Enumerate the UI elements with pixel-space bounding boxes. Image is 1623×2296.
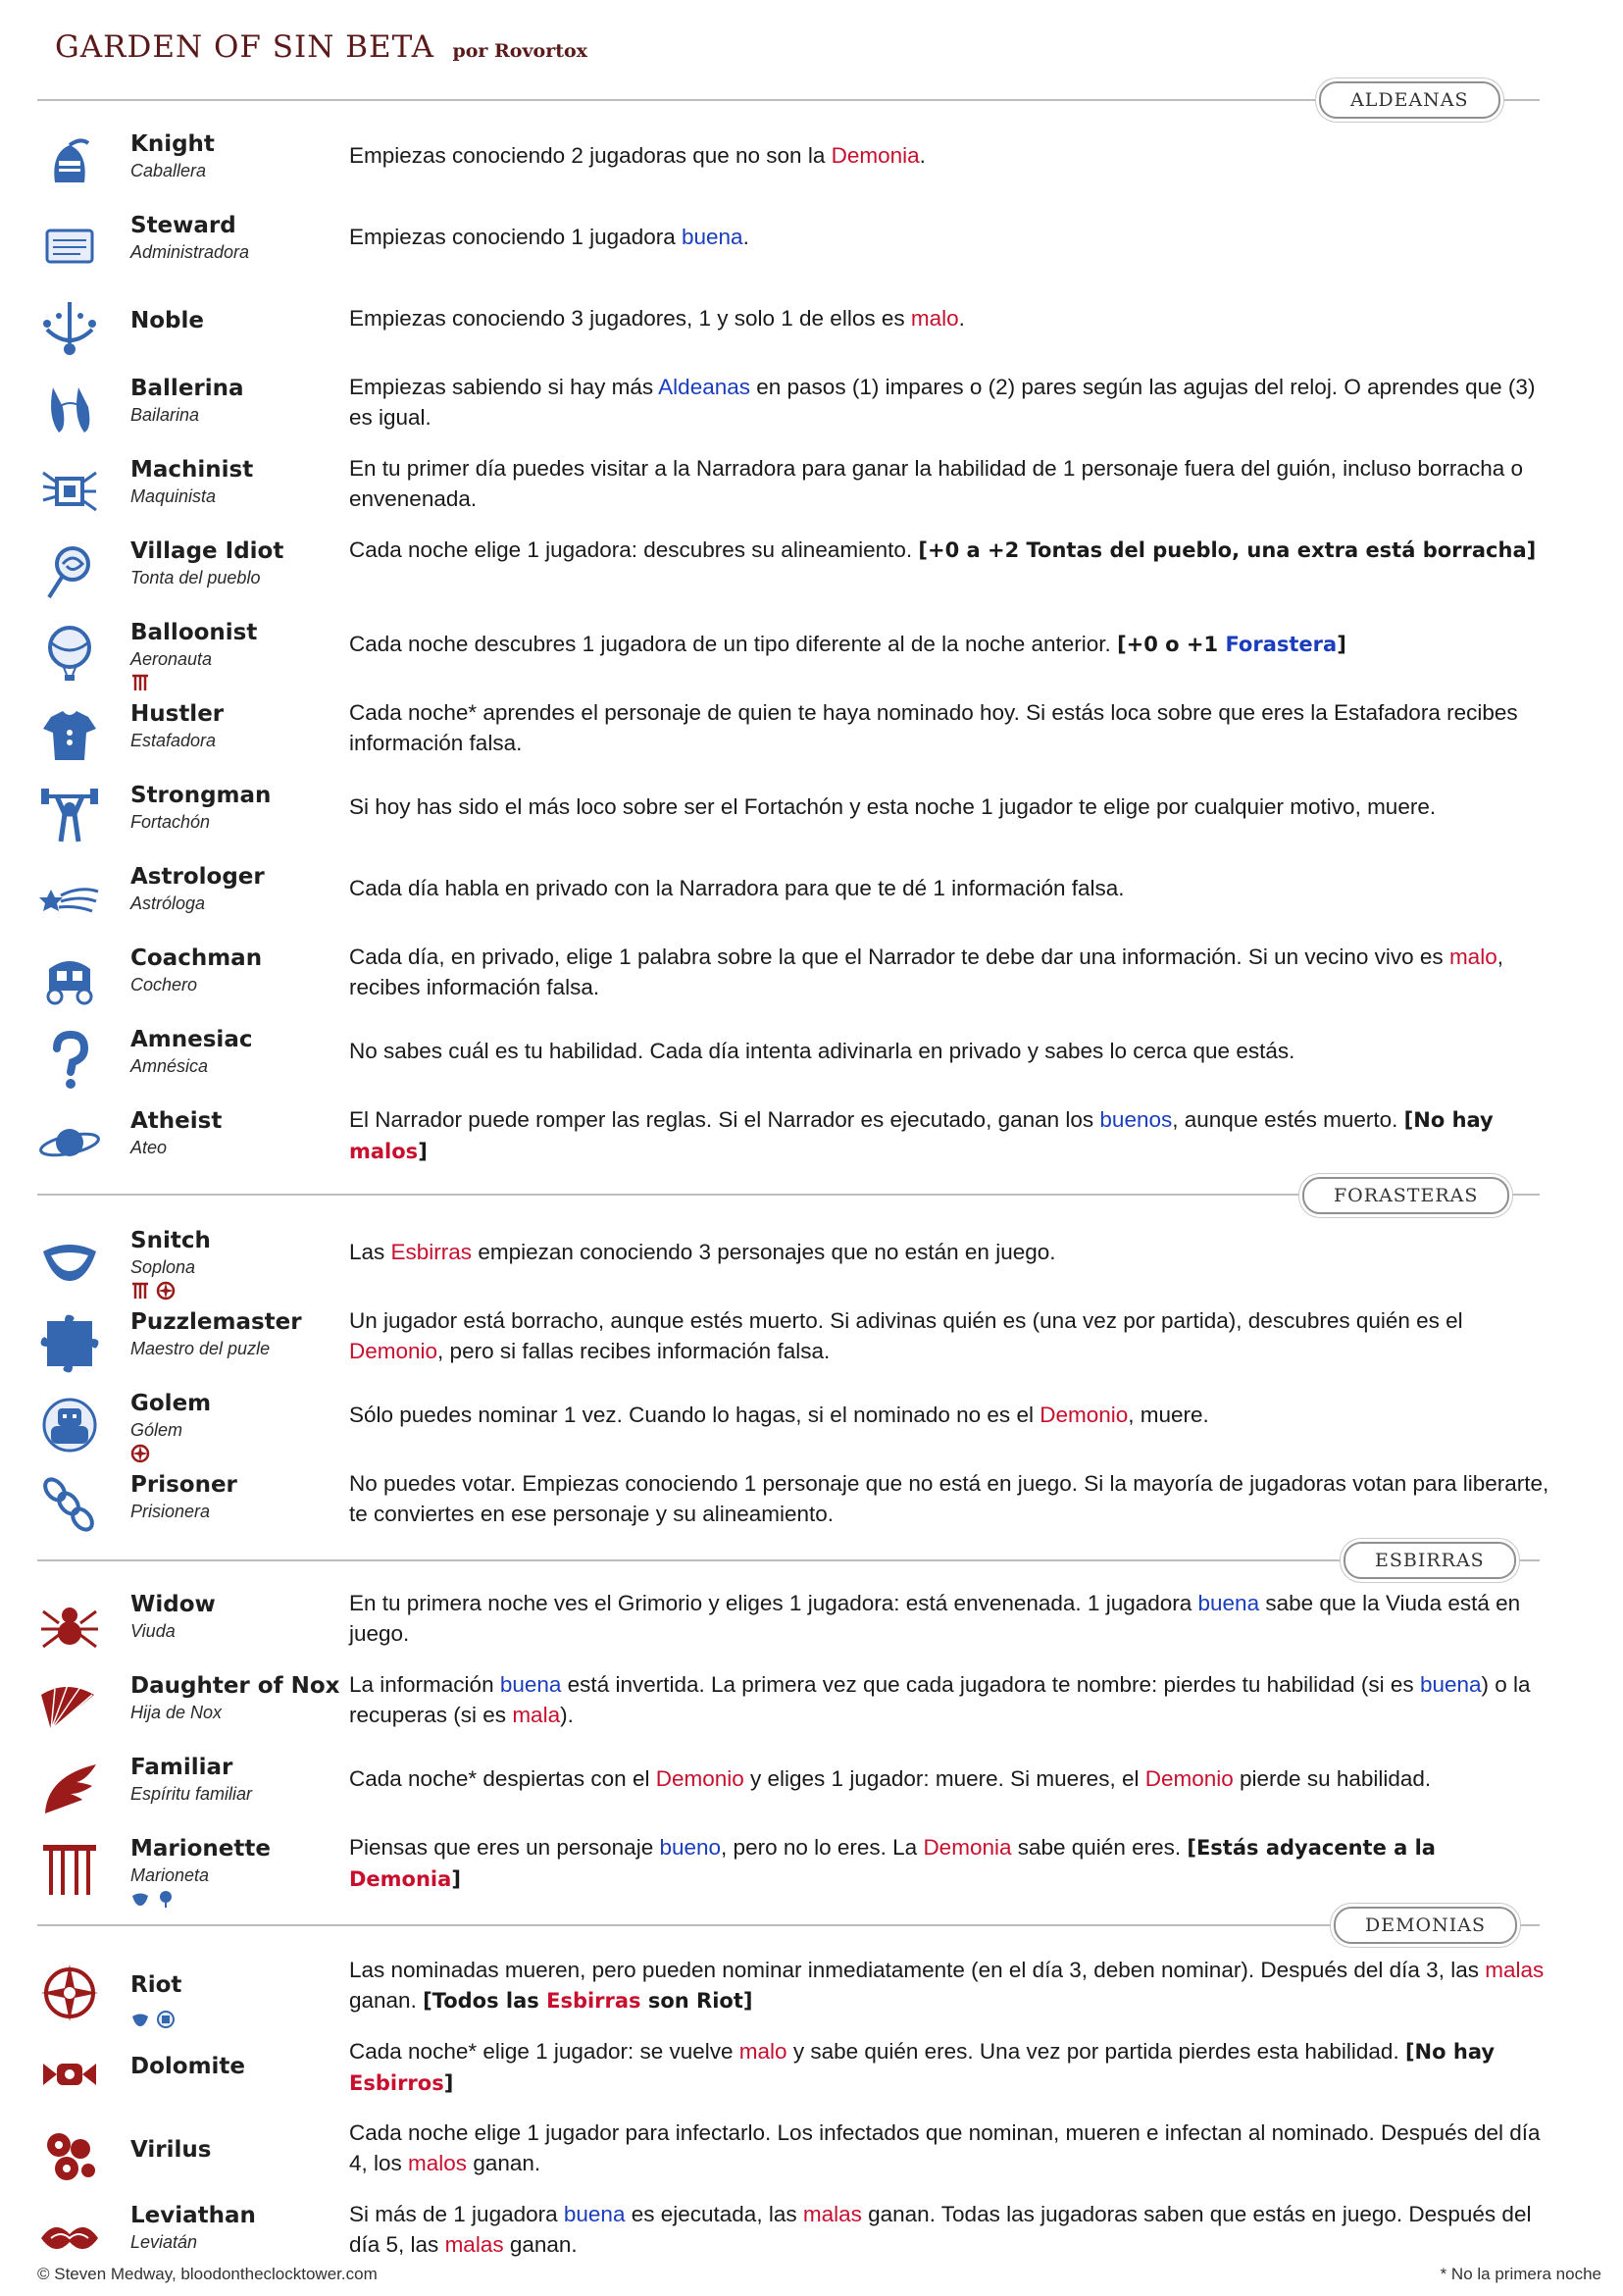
role-ability: Piensas que eres un personaje bueno, pero no lo eres. La Demonia sabe quién eres. [Estás adyacente a la Demonia] <box>349 1835 1436 1891</box>
role-name: Steward <box>130 213 236 238</box>
role-row-atheist <box>37 1104 1547 1183</box>
role-row-marionette <box>37 1832 1547 1911</box>
role-ability: Cada día habla en privado con la Narradora para que te dé 1 información falsa. <box>349 876 1125 900</box>
marionette-jinx-icon <box>130 673 150 692</box>
role-name: Widow <box>130 1592 216 1617</box>
role-row-astrologer <box>37 860 1547 939</box>
page-header <box>55 29 587 73</box>
circuit-icon <box>37 459 102 524</box>
role-row-strongman <box>37 779 1547 857</box>
role-name: Virilus <box>130 2137 212 2163</box>
question-mark-icon <box>37 1029 102 1094</box>
chandelier-icon <box>37 296 102 361</box>
role-subtitle: Estafadora <box>130 731 217 750</box>
balloonist-jinx-icon <box>156 1889 176 1909</box>
section-label-esbirras: ESBIRRAS <box>1344 1542 1516 1579</box>
role-row-puzzlemaster <box>37 1305 1547 1384</box>
role-row-prisoner <box>37 1468 1547 1547</box>
role-ability: Cada noche elige 1 jugador para infectarlo. Los infectados que nominan, mueren e infectan al nominado. Después del día 4, los malos ganan. <box>349 2120 1541 2175</box>
role-ability: La información buena está invertida. La primera vez que cada jugadora te nombre: pierdes tu habilidad (si es buena) o la recuperas (si es mala). <box>349 1672 1531 1727</box>
role-name: Amnesiac <box>130 1027 253 1052</box>
role-row-hustler <box>37 697 1547 776</box>
lollipop-icon <box>37 540 102 605</box>
role-row-amnesiac <box>37 1023 1547 1101</box>
role-row-steward <box>37 209 1547 287</box>
role-subtitle: Caballera <box>130 161 207 180</box>
balloon-icon <box>37 622 102 687</box>
chains-icon <box>37 1474 102 1539</box>
role-name: Atheist <box>130 1108 223 1134</box>
role-subtitle: Astróloga <box>130 893 206 913</box>
role-name: Hustler <box>130 701 225 727</box>
jinx-icons <box>130 1281 176 1301</box>
jinx-icons <box>130 1444 150 1463</box>
role-ability: Si hoy has sido el más loco sobre ser el Fortachón y esta noche 1 jugador te elige por cualquier motivo, muere. <box>349 794 1437 819</box>
role-name: Ballerina <box>130 376 244 401</box>
role-row-dolomite <box>37 2036 1547 2115</box>
snitch-jinx-icon <box>130 2010 150 2029</box>
candy-icon <box>37 2042 102 2107</box>
fan-icon <box>37 1675 102 1740</box>
role-subtitle: Aeronauta <box>130 649 213 669</box>
spider-icon <box>37 1594 102 1658</box>
role-row-knight <box>37 128 1547 206</box>
role-name: Snitch <box>130 1228 211 1253</box>
role-ability: En tu primera noche ves el Grimorio y eliges 1 jugadora: está envenenada. 1 jugadora buena sabe que la Viuda está en juego. <box>349 1591 1521 1646</box>
role-row-ballerina <box>37 372 1547 450</box>
role-name: Puzzlemaster <box>130 1309 302 1335</box>
puppet-icon <box>37 1838 102 1903</box>
role-name: Riot <box>130 1972 182 1998</box>
section-divider <box>37 1924 1540 1926</box>
role-subtitle: Prisionera <box>130 1502 211 1521</box>
role-ability: No puedes votar. Empiezas conociendo 1 personaje que no está en juego. Si la mayoría de jugadoras votan para liberarte, te conviertes en ese personaje y su alineamiento. <box>349 1471 1549 1526</box>
script-title: GARDEN OF SIN BETA <box>55 29 434 65</box>
section-label-aldeanas: ALDEANAS <box>1319 81 1500 119</box>
section-label-demonias: DEMONIAS <box>1334 1907 1517 1944</box>
knight-helmet-icon <box>37 133 102 198</box>
role-ability: Empiezas conociendo 2 jugadoras que no son la Demonia. <box>349 143 926 168</box>
leviathan-icon <box>37 2205 102 2270</box>
role-subtitle: Ateo <box>130 1138 168 1157</box>
role-name: Dolomite <box>130 2054 246 2079</box>
role-name: Leviathan <box>130 2203 256 2228</box>
role-subtitle: Bailarina <box>130 405 200 425</box>
role-ability: Empiezas conociendo 1 jugadora buena. <box>349 225 749 249</box>
role-subtitle: Espíritu familiar <box>130 1784 253 1804</box>
jinx-icons <box>130 673 150 692</box>
role-row-villageidiot <box>37 535 1547 613</box>
role-subtitle: Administradora <box>130 242 250 262</box>
role-name: Knight <box>130 131 215 157</box>
open-mouth-icon <box>37 1230 102 1295</box>
role-subtitle: Amnésica <box>130 1056 209 1076</box>
role-ability: No sabes cuál es tu habilidad. Cada día intenta adivinarla en privado y sabes lo cerca que estás. <box>349 1039 1295 1063</box>
marionette-jinx-icon <box>130 1281 150 1301</box>
role-name: Astrologer <box>130 864 265 890</box>
role-ability: Cada noche* despiertas con el Demonio y eliges 1 jugador: muere. Si mueres, el Demonio pierde su habilidad. <box>349 1766 1432 1791</box>
role-row-coachman <box>37 942 1547 1020</box>
carriage-icon <box>37 947 102 1012</box>
role-ability: El Narrador puede romper las reglas. Si el Narrador es ejecutado, ganan los buenos, aunque estés muerto. [No hay malos] <box>349 1107 1494 1163</box>
role-subtitle: Maestro del puzle <box>130 1339 271 1358</box>
role-ability: Cada noche* aprendes el personaje de quien te haya nominado hoy. Si estás loca sobre que eres la Estafadora recibes información falsa. <box>349 700 1518 755</box>
role-ability: Cada día, en privado, elige 1 palabra sobre la que el Narrador te debe dar una información. Si un vecino vivo es malo, recibes información falsa. <box>349 944 1503 999</box>
section-divider <box>37 99 1540 101</box>
role-ability: Cada noche* elige 1 jugador: se vuelve malo y sabe quién eres. Una vez por partida pierdes esta habilidad. [No hay Esbirros] <box>349 2039 1496 2095</box>
role-subtitle: Leviatán <box>130 2232 198 2252</box>
jinx-icons <box>130 1889 176 1909</box>
shirt-icon <box>37 703 102 768</box>
role-ability: Empiezas conociendo 3 jugadores, 1 y solo 1 de ellos es malo. <box>349 306 965 331</box>
role-row-widow <box>37 1588 1547 1666</box>
role-name: Golem <box>130 1391 212 1416</box>
role-name: Noble <box>130 308 204 333</box>
virus-cells-icon <box>37 2123 102 2188</box>
copyright-footer: © Steven Medway, bloodontheclocktower.com <box>37 2265 378 2283</box>
role-ability: En tu primer día puedes visitar a la Narradora para ganar la habilidad de 1 personaje fuera del guión, incluso borracha o envenenada. <box>349 456 1523 511</box>
role-row-noble <box>37 290 1547 369</box>
role-name: Balloonist <box>130 620 258 645</box>
section-label-forasteras: FORASTERAS <box>1302 1177 1509 1214</box>
golem-icon <box>37 1393 102 1457</box>
role-subtitle: Fortachón <box>130 812 211 832</box>
role-ability: Cada noche elige 1 jugadora: descubres su alineamiento. [+0 a +2 Tontas del pueblo, una extra está borracha] <box>349 537 1537 562</box>
role-name: Familiar <box>130 1755 233 1780</box>
first-night-note: * No la primera noche <box>1440 2265 1601 2283</box>
riot-star-icon <box>37 1961 102 2025</box>
shooting-star-icon <box>37 866 102 931</box>
weightlifter-icon <box>37 785 102 849</box>
role-subtitle: Soplona <box>130 1257 196 1277</box>
golem-jinx-icon <box>156 2010 176 2029</box>
role-row-snitch <box>37 1224 1547 1302</box>
planet-icon <box>37 1110 102 1175</box>
role-name: Strongman <box>130 783 272 808</box>
role-row-golem <box>37 1387 1547 1465</box>
role-row-virilus <box>37 2117 1547 2196</box>
role-ability: Las Esbirras empiezan conociendo 3 personajes que no están en juego. <box>349 1240 1056 1264</box>
ballet-shoes-icon <box>37 378 102 442</box>
role-name: Marionette <box>130 1836 271 1862</box>
role-ability: Cada noche descubres 1 jugadora de un tipo diferente al de la noche anterior. [+0 o +1 Forastera] <box>349 632 1346 656</box>
wing-icon <box>37 1757 102 1821</box>
role-subtitle: Marioneta <box>130 1865 210 1885</box>
role-row-machinist <box>37 453 1547 532</box>
snitch-jinx-icon <box>130 1889 150 1909</box>
role-row-balloonist <box>37 616 1547 694</box>
script-author: por Rovortox <box>452 40 587 62</box>
role-name: Machinist <box>130 457 254 483</box>
role-row-daughterofnox <box>37 1669 1547 1748</box>
role-ability: Sólo puedes nominar 1 vez. Cuando lo hagas, si el nominado no es el Demonio, muere. <box>349 1403 1209 1427</box>
role-ability: Si más de 1 jugadora buena es ejecutada, las malas ganan. Todas las jugadoras saben que estás en juego. Después del día 5, las malas ganan. <box>349 2202 1532 2257</box>
riot-jinx-icon <box>130 1444 150 1463</box>
role-ability: Empiezas sabiendo si hay más Aldeanas en pasos (1) impares o (2) pares según las agujas del reloj. O aprendes que (3) es igual. <box>349 375 1536 430</box>
role-subtitle: Cochero <box>130 975 198 995</box>
jinx-icons <box>130 2010 176 2029</box>
role-name: Daughter of Nox <box>130 1673 340 1699</box>
role-ability: Las nominadas mueren, pero pueden nominar inmediatamente (en el día 3, deben nominar). Después del día 3, las malas ganan. [Todos las Esbirras son Riot] <box>349 1958 1545 2013</box>
role-row-riot <box>37 1955 1547 2033</box>
role-ability: Un jugador está borracho, aunque estés muerto. Si adivinas quién es (una vez por partida), descubres quién es el Demonio, pero si fallas recibes información falsa. <box>349 1308 1463 1363</box>
role-subtitle: Tonta del pueblo <box>130 568 261 587</box>
role-subtitle: Gólem <box>130 1420 183 1440</box>
riot-jinx-icon <box>156 1281 176 1301</box>
role-name: Village Idiot <box>130 538 284 564</box>
role-name: Coachman <box>130 945 263 971</box>
role-subtitle: Viuda <box>130 1621 176 1641</box>
role-row-familiar <box>37 1751 1547 1829</box>
puzzle-icon <box>37 1311 102 1376</box>
role-subtitle: Hija de Nox <box>130 1703 223 1722</box>
role-name: Prisoner <box>130 1472 237 1498</box>
role-subtitle: Maquinista <box>130 486 217 506</box>
section-divider <box>37 1559 1540 1561</box>
scroll-icon <box>37 215 102 280</box>
